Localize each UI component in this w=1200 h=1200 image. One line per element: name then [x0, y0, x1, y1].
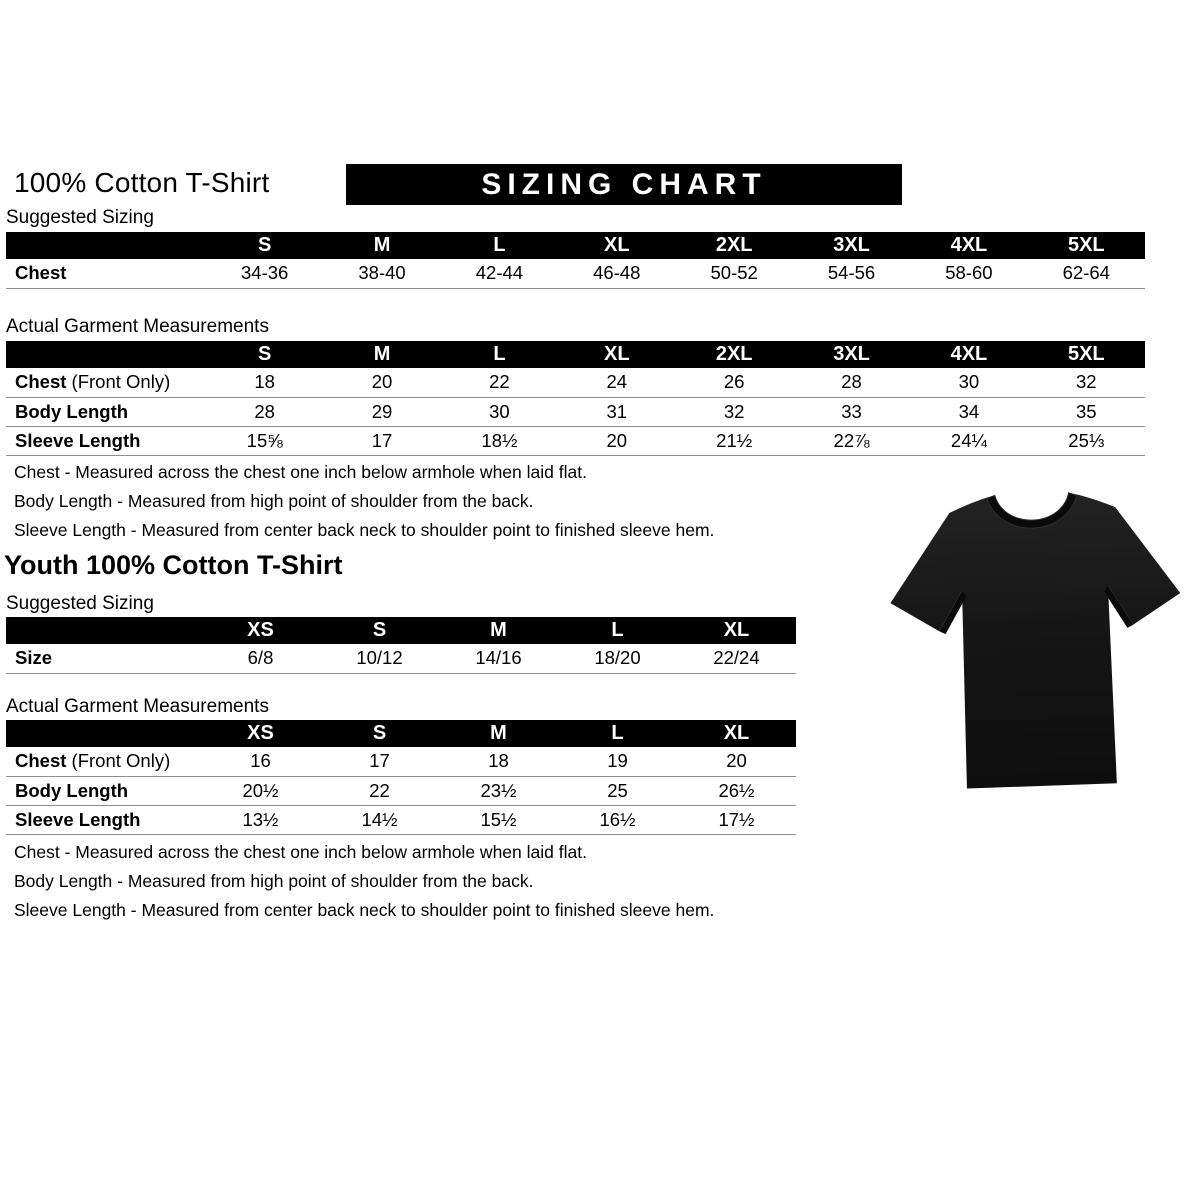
measurement-value: 13½ [201, 805, 320, 834]
row-label: Sleeve Length [6, 805, 201, 834]
col-header-l: L [441, 232, 558, 259]
measurement-value: 22/24 [677, 644, 796, 673]
measurement-value: 46-48 [558, 259, 675, 288]
adult-suggested-sizing-table [6, 232, 1145, 289]
measurement-row [6, 368, 1145, 397]
youth-measurement-notes [14, 843, 714, 930]
adult-note-body-length: Body Length - Measured from high point of shoulder from the back. [14, 491, 534, 511]
col-header-xl: XL [558, 232, 675, 259]
measurement-value: 15½ [439, 805, 558, 834]
measurement-value: 14/16 [439, 644, 558, 673]
measurement-value: 34 [910, 397, 1027, 426]
adult-measurement-notes [14, 463, 714, 550]
col-header-2xl: 2XL [676, 341, 793, 368]
col-header-xl: XL [677, 617, 796, 644]
measurement-value: 30 [441, 397, 558, 426]
col-header-2xl: 2XL [676, 232, 793, 259]
measurement-value: 22 [320, 776, 439, 805]
youth-product-title: Youth 100% Cotton T-Shirt [4, 550, 343, 580]
measurement-value: 54-56 [793, 259, 910, 288]
measurement-value: 28 [793, 368, 910, 397]
col-header-m: M [323, 341, 440, 368]
adult-actual-measurements-table [6, 341, 1145, 456]
measurement-value: 30 [910, 368, 1027, 397]
measurement-value: 62-64 [1028, 259, 1145, 288]
measurement-value: 6/8 [201, 644, 320, 673]
size-header-row [6, 617, 796, 644]
measurement-row [6, 397, 1145, 426]
col-header-xs: XS [201, 720, 320, 747]
measurement-value: 24¼ [910, 426, 1027, 455]
measurement-value: 32 [1028, 368, 1145, 397]
measurement-value: 16 [201, 747, 320, 776]
youth-note-chest: Chest - Measured across the chest one inch below armhole when laid flat. [14, 842, 587, 862]
adult-suggested-sizing [6, 232, 1145, 289]
measurement-value: 14½ [320, 805, 439, 834]
adult-actual-measurements [6, 341, 1145, 456]
measurement-row [6, 805, 796, 834]
youth-actual-measurements-label: Actual Garment Measurements [6, 696, 269, 717]
col-header-5xl: 5XL [1028, 341, 1145, 368]
col-header-4xl: 4XL [910, 232, 1027, 259]
black-tshirt-image [876, 463, 1198, 829]
measurement-value: 23½ [439, 776, 558, 805]
youth-actual-measurements [6, 720, 796, 835]
measurement-value: 38-40 [323, 259, 440, 288]
measurement-row [6, 776, 796, 805]
measurement-value: 31 [558, 397, 675, 426]
row-label: Chest (Front Only) [6, 747, 201, 776]
row-label: Chest (Front Only) [6, 368, 206, 397]
adult-actual-measurements-label: Actual Garment Measurements [6, 316, 269, 337]
measurement-value: 10/12 [320, 644, 439, 673]
measurement-value: 17 [323, 426, 440, 455]
measurement-value: 58-60 [910, 259, 1027, 288]
col-header-m: M [323, 232, 440, 259]
col-header-s: S [206, 341, 323, 368]
measurement-value: 15⅝ [206, 426, 323, 455]
measurement-value: 22 [441, 368, 558, 397]
measurement-value: 35 [1028, 397, 1145, 426]
col-header-xs: XS [201, 617, 320, 644]
row-label: Body Length [6, 397, 206, 426]
col-header-3xl: 3XL [793, 341, 910, 368]
measurement-value: 21½ [676, 426, 793, 455]
youth-suggested-sizing [6, 617, 796, 674]
adult-note-chest: Chest - Measured across the chest one inch below armhole when laid flat. [14, 462, 587, 482]
measurement-row [6, 426, 1145, 455]
youth-note-body-length: Body Length - Measured from high point of shoulder from the back. [14, 871, 534, 891]
col-header-s: S [320, 617, 439, 644]
col-header-spacer [6, 341, 206, 368]
col-header-3xl: 3XL [793, 232, 910, 259]
measurement-value: 24 [558, 368, 675, 397]
col-header-l: L [441, 341, 558, 368]
tshirt-body [887, 489, 1187, 791]
measurement-row [6, 747, 796, 776]
adult-note-sleeve-length: Sleeve Length - Measured from center back neck to shoulder point to finished sleeve hem. [14, 520, 715, 540]
col-header-m: M [439, 720, 558, 747]
row-label: Body Length [6, 776, 201, 805]
measurement-value: 25 [558, 776, 677, 805]
col-header-s: S [320, 720, 439, 747]
measurement-value: 42-44 [441, 259, 558, 288]
measurement-value: 32 [676, 397, 793, 426]
measurement-row [6, 259, 1145, 288]
row-label: Sleeve Length [6, 426, 206, 455]
measurement-value: 20 [677, 747, 796, 776]
youth-suggested-sizing-label: Suggested Sizing [6, 593, 154, 614]
col-header-l: L [558, 720, 677, 747]
measurement-value: 34-36 [206, 259, 323, 288]
col-header-l: L [558, 617, 677, 644]
measurement-value: 17½ [677, 805, 796, 834]
col-header-s: S [206, 232, 323, 259]
col-header-xl: XL [677, 720, 796, 747]
measurement-value: 20½ [201, 776, 320, 805]
measurement-value: 26½ [677, 776, 796, 805]
size-header-row [6, 232, 1145, 259]
measurement-value: 18½ [441, 426, 558, 455]
measurement-value: 18 [206, 368, 323, 397]
measurement-value: 22⅞ [793, 426, 910, 455]
col-header-m: M [439, 617, 558, 644]
measurement-value: 20 [323, 368, 440, 397]
col-header-spacer [6, 617, 201, 644]
col-header-xl: XL [558, 341, 675, 368]
measurement-value: 26 [676, 368, 793, 397]
size-header-row [6, 720, 796, 747]
measurement-value: 16½ [558, 805, 677, 834]
measurement-value: 18 [439, 747, 558, 776]
measurement-value: 33 [793, 397, 910, 426]
row-label: Size [6, 644, 201, 673]
measurement-value: 28 [206, 397, 323, 426]
col-header-spacer [6, 720, 201, 747]
youth-actual-measurements-table [6, 720, 796, 835]
size-header-row [6, 341, 1145, 368]
youth-note-sleeve-length: Sleeve Length - Measured from center back neck to shoulder point to finished sleeve hem. [14, 900, 715, 920]
measurement-row [6, 644, 796, 673]
measurement-value: 17 [320, 747, 439, 776]
col-header-spacer [6, 232, 206, 259]
adult-product-title: 100% Cotton T-Shirt [14, 167, 270, 198]
measurement-value: 18/20 [558, 644, 677, 673]
sizing-chart-banner: SIZING CHART [346, 164, 902, 205]
adult-suggested-sizing-label: Suggested Sizing [6, 207, 154, 228]
measurement-value: 50-52 [676, 259, 793, 288]
row-label: Chest [6, 259, 206, 288]
measurement-value: 29 [323, 397, 440, 426]
youth-suggested-sizing-table [6, 617, 796, 674]
col-header-4xl: 4XL [910, 341, 1027, 368]
col-header-5xl: 5XL [1028, 232, 1145, 259]
measurement-value: 19 [558, 747, 677, 776]
measurement-value: 25⅓ [1028, 426, 1145, 455]
tshirt-graphic [876, 463, 1198, 824]
measurement-value: 20 [558, 426, 675, 455]
